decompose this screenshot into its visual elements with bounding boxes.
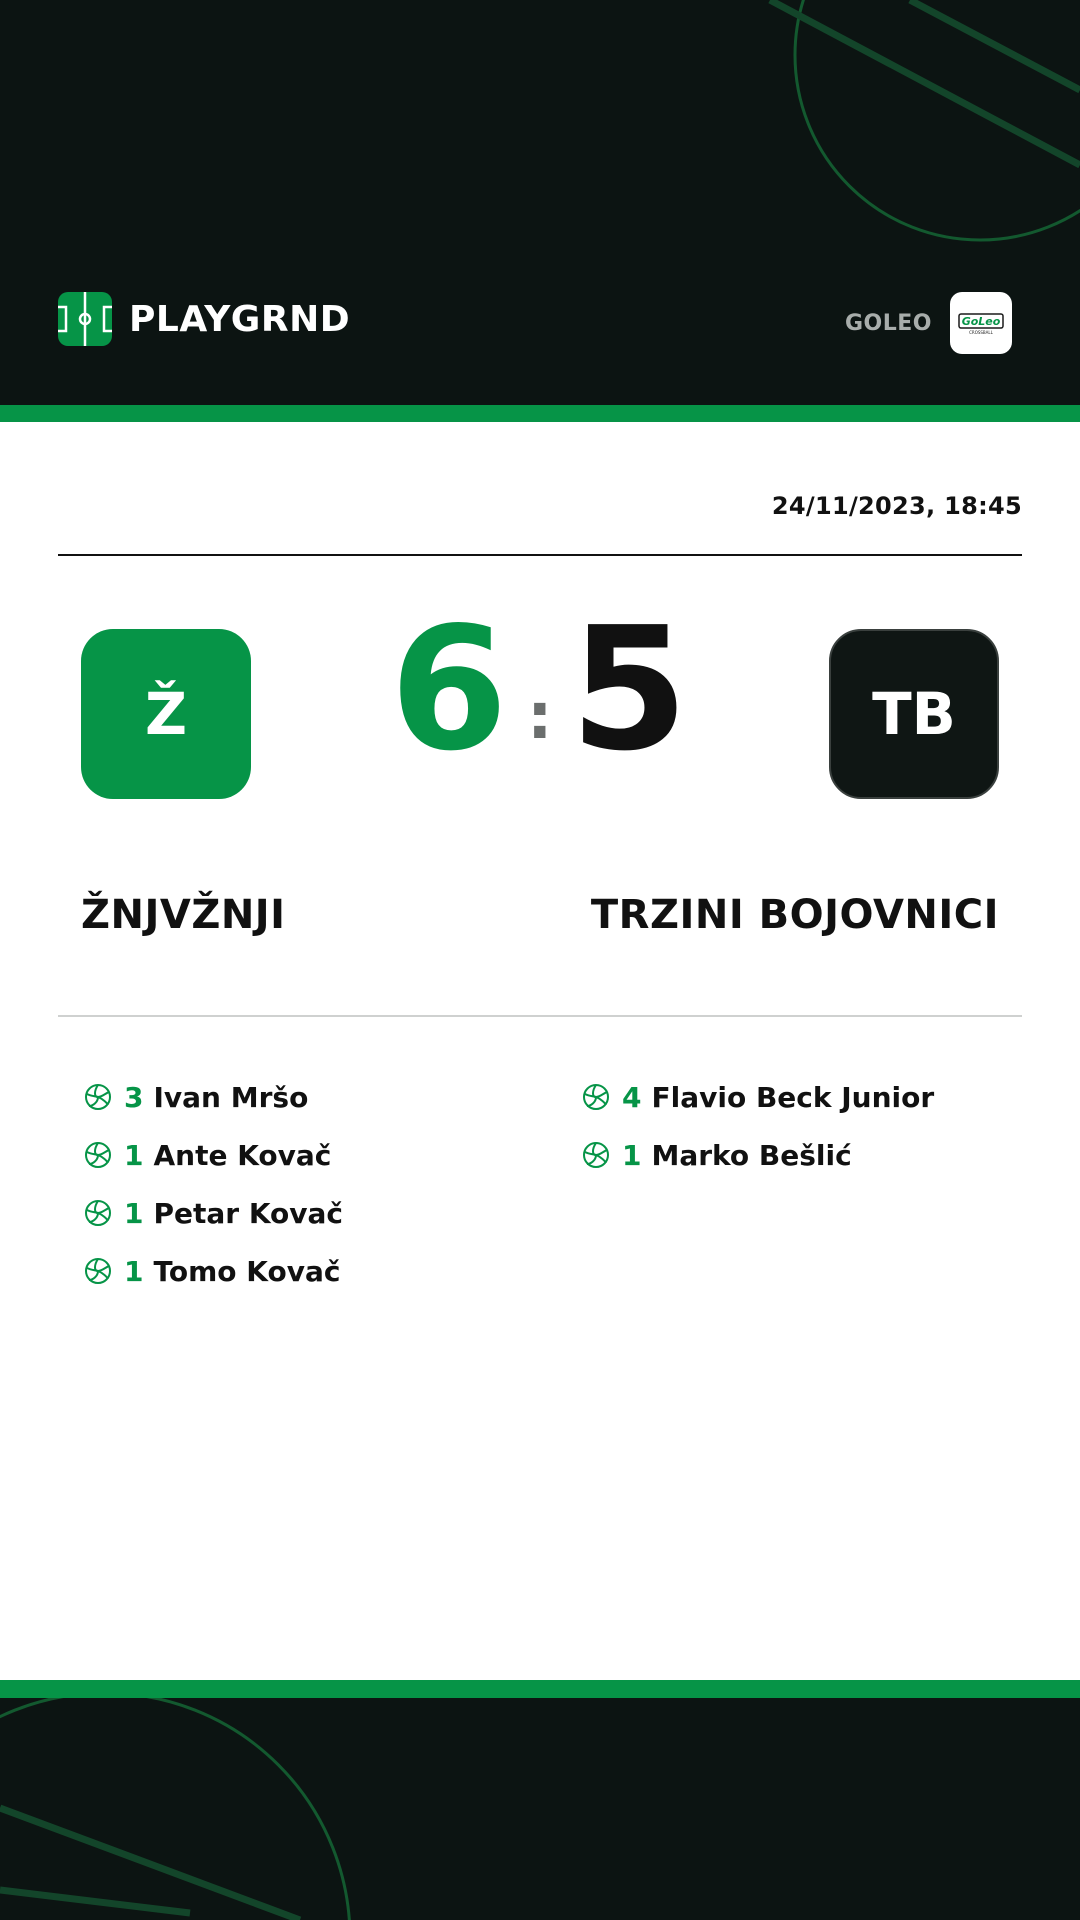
match-datetime: 24/11/2023, 18:45 — [771, 492, 1022, 520]
partner-name: GOLEO — [844, 310, 932, 336]
scorer-item — [84, 1068, 343, 1126]
scorer-item — [84, 1126, 343, 1184]
pitch-logo-icon — [58, 292, 112, 346]
home-team-initials: Ž — [144, 680, 188, 748]
brand — [58, 292, 350, 346]
away-team-name: TRZINI BOJOVNICI — [590, 892, 999, 938]
home-score: 6 — [389, 591, 508, 789]
away-team-initials: TB — [872, 680, 956, 748]
goal-count: 4 — [622, 1080, 642, 1114]
goal-count: 1 — [124, 1138, 144, 1172]
away-scorers-list — [582, 1068, 934, 1184]
partner-logo — [950, 292, 1012, 354]
accent-bar-top — [0, 405, 1080, 422]
home-scorers-list — [84, 1068, 343, 1300]
volleyball-icon — [84, 1257, 112, 1285]
footer-pitch-lines — [0, 1698, 1080, 1920]
volleyball-icon — [582, 1141, 610, 1169]
scorer-item — [582, 1126, 934, 1184]
goal-count: 3 — [124, 1080, 144, 1114]
volleyball-icon — [84, 1141, 112, 1169]
goal-count: 1 — [124, 1254, 144, 1288]
partner — [845, 292, 1012, 354]
home-team-name: ŽNJVŽNJI — [81, 892, 286, 938]
goal-count: 1 — [124, 1196, 144, 1230]
player-name: Marko Bešlić — [651, 1138, 852, 1172]
partner-logo-text: GoLeo — [961, 315, 1001, 328]
away-score: 5 — [570, 591, 689, 789]
accent-bar-bottom — [0, 1680, 1080, 1698]
player-name: Ivan Mršo — [153, 1080, 309, 1114]
scorer-item — [84, 1242, 343, 1300]
header — [0, 0, 1080, 405]
player-name: Petar Kovač — [153, 1196, 344, 1230]
player-name: Flavio Beck Junior — [651, 1080, 935, 1114]
partner-logo-subtext: CROSSBALL — [969, 330, 993, 335]
away-team-badge — [829, 629, 999, 799]
goal-count: 1 — [622, 1138, 642, 1172]
scorer-item — [582, 1068, 934, 1126]
footer — [0, 1698, 1080, 1920]
brand-name: PLAYGRND — [129, 298, 351, 340]
volleyball-icon — [582, 1083, 610, 1111]
volleyball-icon — [84, 1083, 112, 1111]
scorer-item — [84, 1184, 343, 1242]
volleyball-icon — [84, 1199, 112, 1227]
divider — [58, 554, 1022, 556]
player-name: Tomo Kovač — [153, 1254, 341, 1288]
score-separator: : — [527, 680, 553, 754]
player-name: Ante Kovač — [153, 1138, 332, 1172]
divider — [58, 1015, 1022, 1017]
